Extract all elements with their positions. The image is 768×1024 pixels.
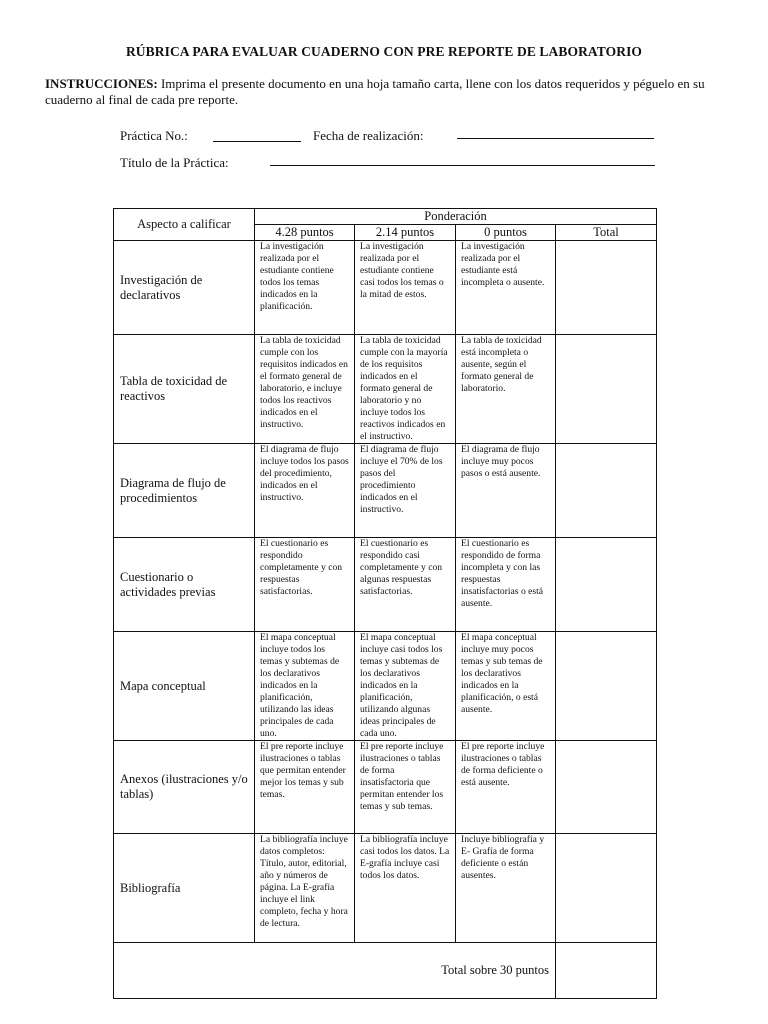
aspect-label: Investigación de declarativos bbox=[120, 272, 203, 302]
aspect-label: Cuestionario o actividades previas bbox=[120, 569, 216, 599]
rubric-table bbox=[113, 208, 657, 999]
criterion-4-28: El mapa conceptual incluye todos los temas y subtemas de los declarativos indicados en la planificación, utilizando las ideas principales de cada uno. bbox=[260, 632, 340, 739]
criterion-4-28: El pre reporte incluye ilustraciones o tablas que permitan entender mejor los temas y sub temas. bbox=[260, 741, 346, 800]
criterion-2-14: El cuestionario es respondido casi completamente y con algunas respuestas satisfactorias. bbox=[360, 538, 443, 597]
total-cell[interactable] bbox=[556, 632, 657, 741]
criterion-0: El pre reporte incluye ilustraciones o tablas de forma deficiente o está ausente. bbox=[461, 741, 545, 788]
date-line[interactable] bbox=[457, 138, 654, 139]
criterion-2-14: La bibliografía incluye casi todos los datos. La E-grafía incluye casi todos los datos. bbox=[360, 834, 450, 881]
instructions-label: INSTRUCCIONES: bbox=[45, 76, 158, 91]
total-cell[interactable] bbox=[556, 834, 657, 943]
practice-number-line[interactable] bbox=[213, 141, 301, 142]
table-row bbox=[114, 538, 657, 632]
header-col-2-14: 2.14 puntos bbox=[355, 225, 456, 241]
total-cell[interactable] bbox=[556, 741, 657, 834]
criterion-2-14: La investigación realizada por el estudiante contiene casi todos los temas o la mitad de estos. bbox=[360, 241, 444, 300]
criterion-4-28: El diagrama de flujo incluye todos los pasos del procedimiento, indicados en el instructivo. bbox=[260, 444, 349, 503]
aspect-label: Bibliografía bbox=[120, 880, 181, 895]
criterion-2-14: La tabla de toxicidad cumple con la mayoría de los requisitos indicados en el formato general de laboratorio y no incluye todos los reactivos indicados en el instructivo. bbox=[360, 335, 448, 442]
aspect-label: Diagrama de flujo de procedimientos bbox=[120, 475, 226, 505]
aspect-label: Tabla de toxicidad de reactivos bbox=[120, 374, 228, 403]
table-row bbox=[114, 241, 657, 335]
criterion-0: El diagrama de flujo incluye muy pocos pasos o está ausente. bbox=[461, 444, 541, 479]
criterion-2-14: El pre reporte incluye ilustraciones o tablas de forma insatisfactoria que permitan entender los temas y sub temas. bbox=[360, 741, 444, 812]
header-col-4-28: 4.28 puntos bbox=[255, 225, 355, 241]
header-aspect: Aspecto a calificar bbox=[114, 209, 255, 241]
practice-number-label: Práctica No.: bbox=[120, 128, 188, 143]
criterion-0: La tabla de toxicidad está incompleta o ausente, según el formato general de laboratorio. bbox=[461, 335, 542, 394]
criterion-4-28: La bibliografía incluye datos completos: Título, autor, editorial, año y números de página. La E-grafía incluye el link completo, fecha y hora de lectura. bbox=[260, 834, 348, 929]
criterion-4-28: El cuestionario es respondido completamente y con respuestas satisfactorias. bbox=[260, 538, 343, 597]
criterion-0: La investigación realizada por el estudiante está incompleta o ausente. bbox=[461, 241, 545, 288]
criterion-0: El cuestionario es respondido de forma incompleta y con las respuestas insatisfactorias o está ausente. bbox=[461, 538, 544, 609]
practice-title-line[interactable] bbox=[270, 165, 655, 166]
aspect-label: Mapa conceptual bbox=[120, 678, 206, 693]
total-cell[interactable] bbox=[556, 444, 657, 538]
table-row bbox=[114, 335, 657, 444]
practice-title-label: Título de la Práctica: bbox=[120, 155, 229, 170]
total-row bbox=[114, 943, 657, 999]
instructions-paragraph bbox=[45, 76, 705, 108]
total-cell[interactable] bbox=[556, 538, 657, 632]
criterion-0: Incluye bibliografía y E- Grafía de forma deficiente o están ausentes. bbox=[461, 834, 545, 881]
page-title: RÚBRICA PARA EVALUAR CUADERNO CON PRE REPORTE DE LABORATORIO bbox=[125, 44, 643, 59]
header-col-total: Total bbox=[556, 225, 657, 241]
table-row bbox=[114, 741, 657, 834]
aspect-label: Anexos (ilustraciones y/o tablas) bbox=[120, 772, 248, 801]
table-row bbox=[114, 834, 657, 943]
header-ponderacion: Ponderación bbox=[255, 209, 657, 225]
criterion-4-28: La investigación realizada por el estudiante contiene todos los temas indicados en la planificación. bbox=[260, 241, 334, 312]
criterion-2-14: El mapa conceptual incluye casi todos los temas y subtemas de los declarativos indicados en la planificación, utilizando algunas ideas principales de cada uno. bbox=[360, 632, 443, 739]
table-row bbox=[114, 444, 657, 538]
criterion-2-14: El diagrama de flujo incluye el 70% de los pasos del procedimiento indicados en el instructivo. bbox=[360, 444, 443, 515]
header-col-0: 0 puntos bbox=[456, 225, 556, 241]
total-cell[interactable] bbox=[556, 335, 657, 444]
criterion-4-28: La tabla de toxicidad cumple con los requisitos indicados en el formato general de laboratorio, e incluye todos los reactivos indicados en el instructivo. bbox=[260, 335, 348, 430]
total-cell[interactable] bbox=[556, 241, 657, 335]
grand-total-cell[interactable] bbox=[556, 943, 657, 999]
table-row bbox=[114, 632, 657, 741]
date-label: Fecha de realización: bbox=[313, 128, 424, 143]
criterion-0: El mapa conceptual incluye muy pocos temas y sub temas de los declarativos indicados en la planificación, o está ausente. bbox=[461, 632, 543, 715]
instructions-text: Imprima el presente documento en una hoja tamaño carta, llene con los datos requeridos y péguelo en su cuaderno al final de cada pre reporte. bbox=[45, 76, 705, 107]
total-label: Total sobre 30 puntos bbox=[114, 943, 556, 999]
